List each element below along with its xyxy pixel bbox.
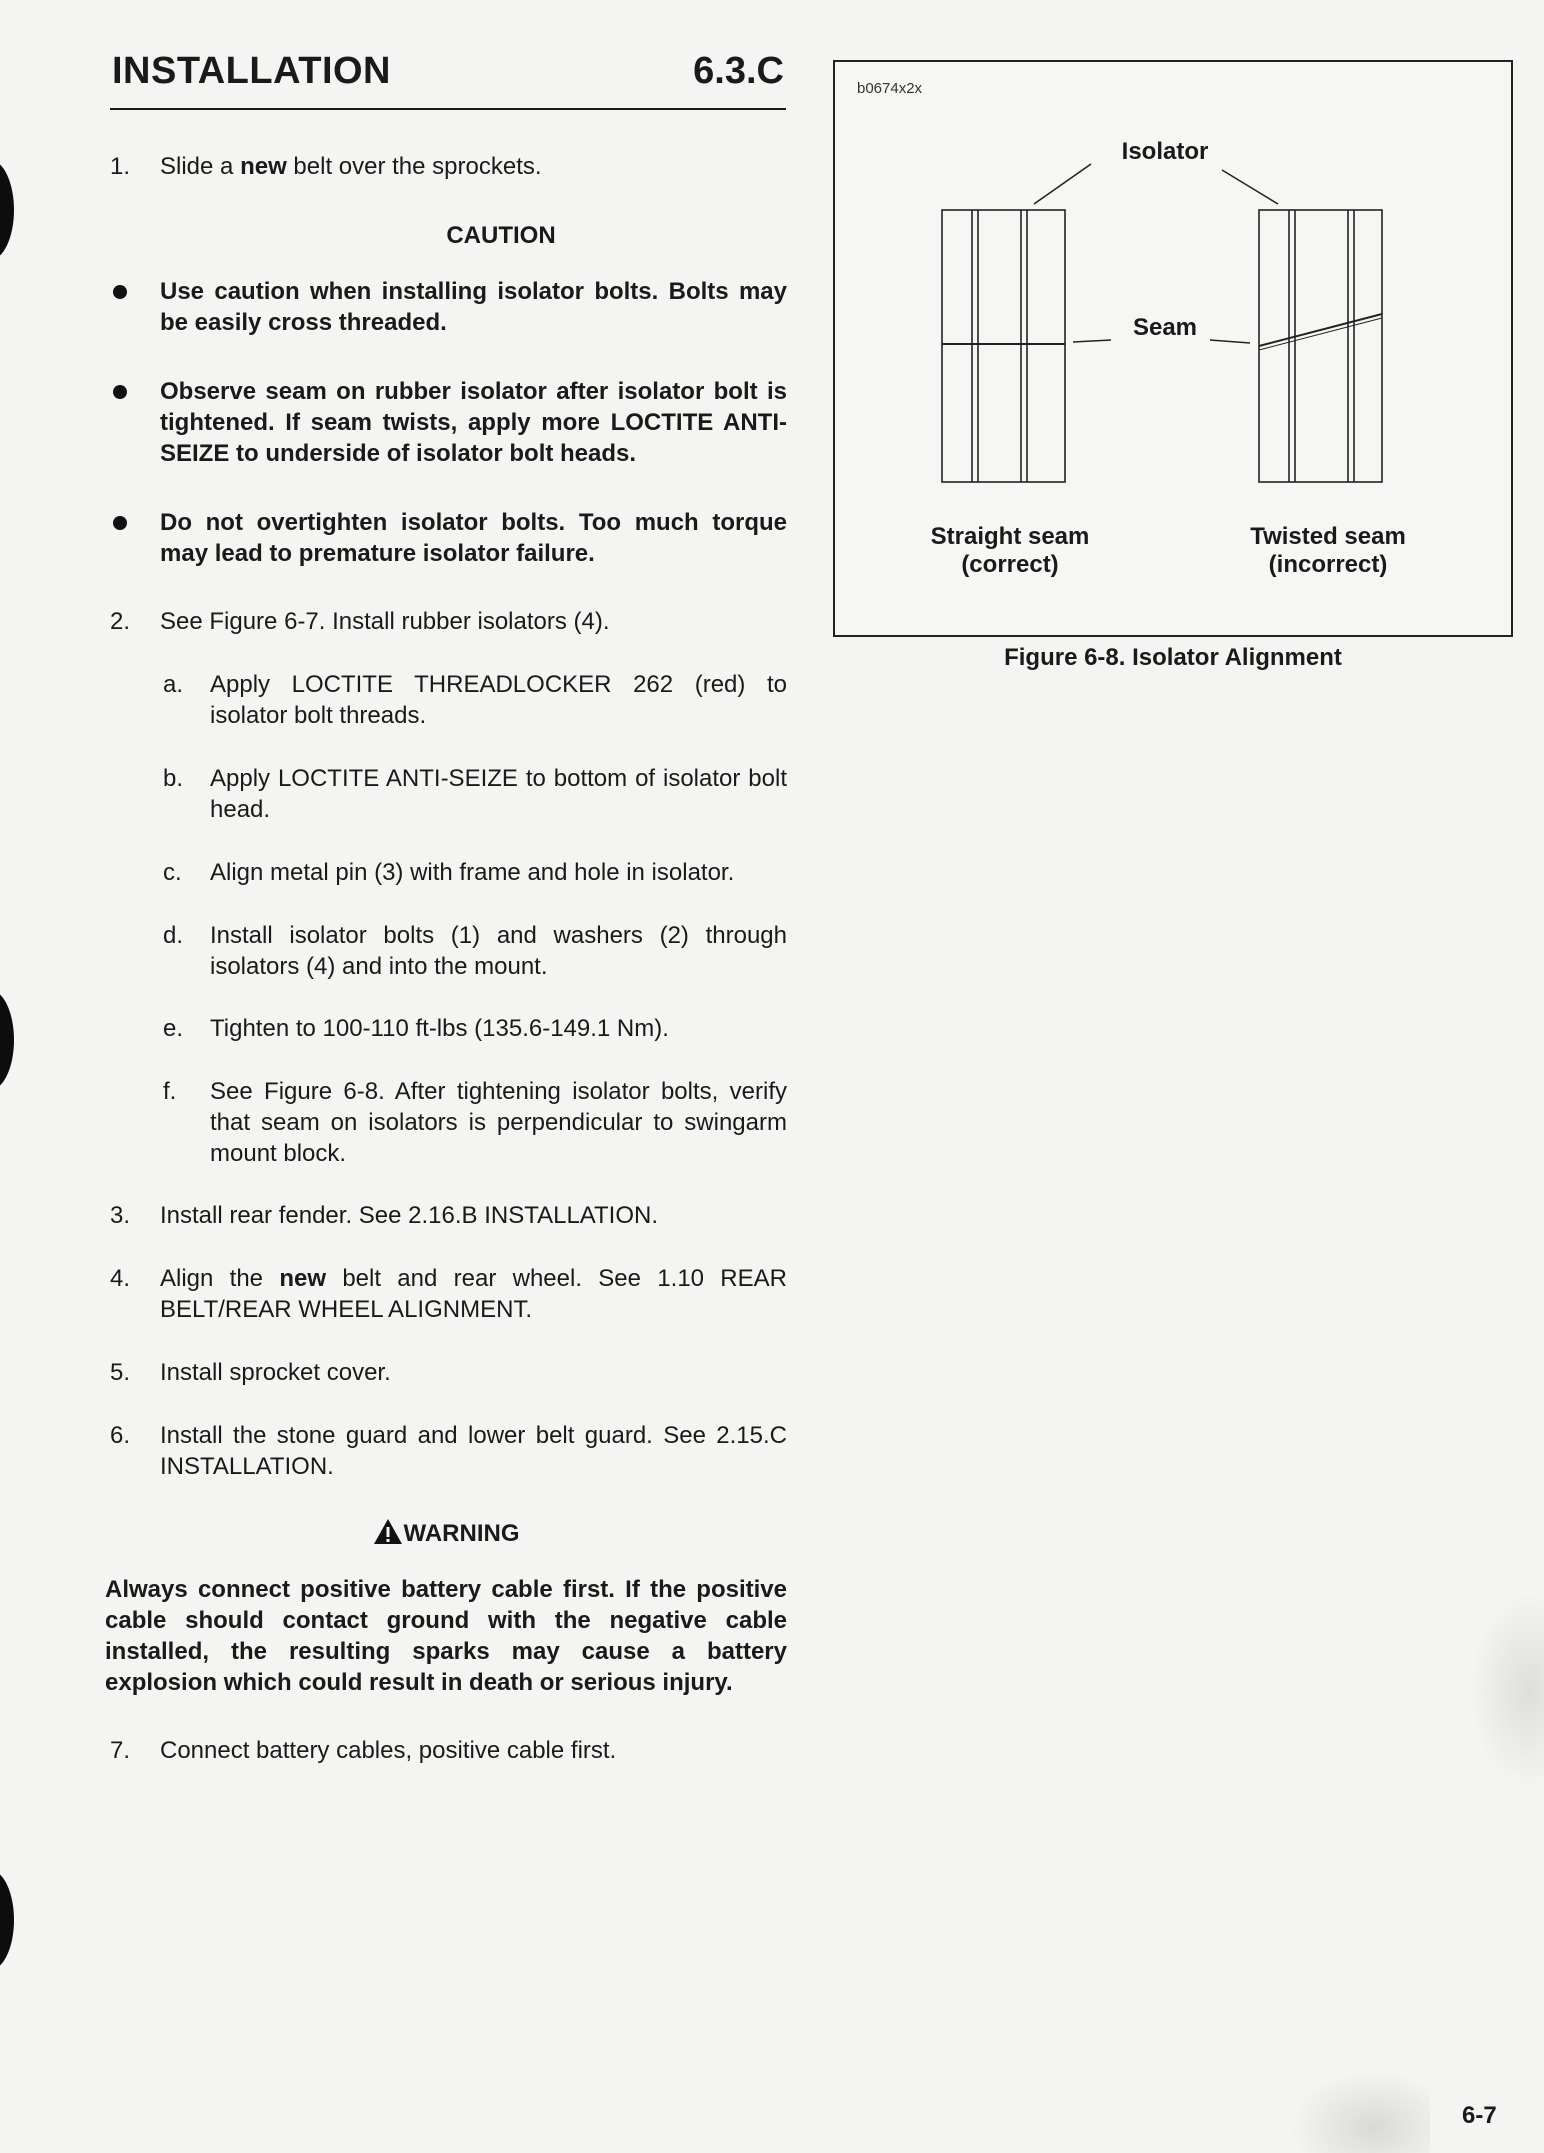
- warning-triangle-icon: [373, 1518, 403, 1545]
- binder-hole: [0, 990, 14, 1090]
- twisted-seam-line: [1259, 314, 1382, 346]
- step-number: 6.: [110, 1422, 131, 1449]
- bullet-dot-icon: [113, 285, 127, 299]
- binder-hole: [0, 160, 14, 260]
- substep-text: Apply LOCTITE THREADLOCKER 262 (red) to isolator bolt threads.: [210, 671, 787, 729]
- label-straight-seam: Straight seam (correct): [930, 523, 1090, 578]
- warning-text: Always connect positive battery cable first. If the positive cable should contact ground with the negative cable installed, the resulting sparks may cause a battery explosion which could result in death or serious injury.: [105, 1576, 787, 1696]
- isolator-straight-outline: [942, 210, 1065, 482]
- substep-text: See Figure 6-8. After tightening isolator bolts, verify that seam on isolators is perpendicular to swingarm mount block.: [210, 1078, 787, 1167]
- step-text: Align the new belt and rear wheel. See 1.10 REAR BELT/REAR WHEEL ALIGNMENT.: [160, 1265, 787, 1323]
- figure-id: b0674x2x: [857, 80, 923, 97]
- caution-text: Do not overtighten isolator bolts. Too much torque may lead to premature isolator failure.: [160, 509, 787, 567]
- substep-letter: d.: [163, 922, 184, 949]
- substep-letter: a.: [163, 671, 184, 698]
- figure-isolator-alignment: [833, 60, 1513, 637]
- step-number: 4.: [110, 1265, 131, 1292]
- scan-smudge: [1290, 2070, 1430, 2153]
- caution-text: Observe seam on rubber isolator after isolator bolt is tightened. If seam twists, apply more LOCTITE ANTI-SEIZE to underside of isolator bolt heads.: [160, 378, 787, 467]
- step-text: Install sprocket cover.: [160, 1359, 391, 1386]
- scan-smudge: [1470, 1590, 1544, 1790]
- page-number: 6-7: [1462, 2102, 1497, 2129]
- page-title: INSTALLATION: [112, 50, 391, 92]
- step-number: 5.: [110, 1359, 131, 1386]
- caution-text: Use caution when installing isolator bolts. Bolts may be easily cross threaded.: [160, 278, 787, 336]
- substep-text: Install isolator bolts (1) and washers (2) through isolators (4) and into the mount.: [210, 922, 787, 980]
- section-number: 6.3.C: [693, 50, 784, 92]
- substep-letter: c.: [163, 859, 182, 886]
- step-text: Install rear fender. See 2.16.B INSTALLATION.: [160, 1202, 659, 1229]
- step-number: 2.: [110, 608, 131, 635]
- substep-text: Tighten to 100-110 ft-lbs (135.6-149.1 Nm).: [210, 1015, 669, 1042]
- step-text: Slide a new belt over the sprockets.: [160, 153, 542, 180]
- bullet-dot-icon: [113, 385, 127, 399]
- substep-letter: e.: [163, 1015, 184, 1042]
- page-header: [110, 46, 786, 110]
- warning-heading: WARNING: [105, 1518, 787, 1549]
- substep-text: Apply LOCTITE ANTI-SEIZE to bottom of isolator bolt head.: [210, 765, 787, 823]
- substep-letter: f.: [163, 1078, 177, 1105]
- caution-heading: CAUTION: [446, 222, 556, 249]
- step-text: Install the stone guard and lower belt guard. See 2.15.C INSTALLATION.: [160, 1422, 787, 1480]
- substep-letter: b.: [163, 765, 184, 792]
- bullet-dot-icon: [113, 516, 127, 530]
- label-seam: Seam: [1132, 314, 1198, 341]
- label-twisted-seam: Twisted seam (incorrect): [1250, 523, 1406, 578]
- step-number: 3.: [110, 1202, 131, 1229]
- step-number: 1.: [110, 153, 131, 180]
- step-number: 7.: [110, 1737, 131, 1764]
- step-text: Connect battery cables, positive cable first.: [160, 1737, 617, 1764]
- step-text: See Figure 6-7. Install rubber isolators (4).: [160, 608, 610, 635]
- label-isolator: Isolator: [1121, 138, 1209, 165]
- binder-hole: [0, 1870, 14, 1970]
- isolator-twisted-outline: [1259, 210, 1382, 482]
- figure-caption: Figure 6-8. Isolator Alignment: [1004, 644, 1342, 671]
- substep-text: Align metal pin (3) with frame and hole in isolator.: [210, 859, 735, 886]
